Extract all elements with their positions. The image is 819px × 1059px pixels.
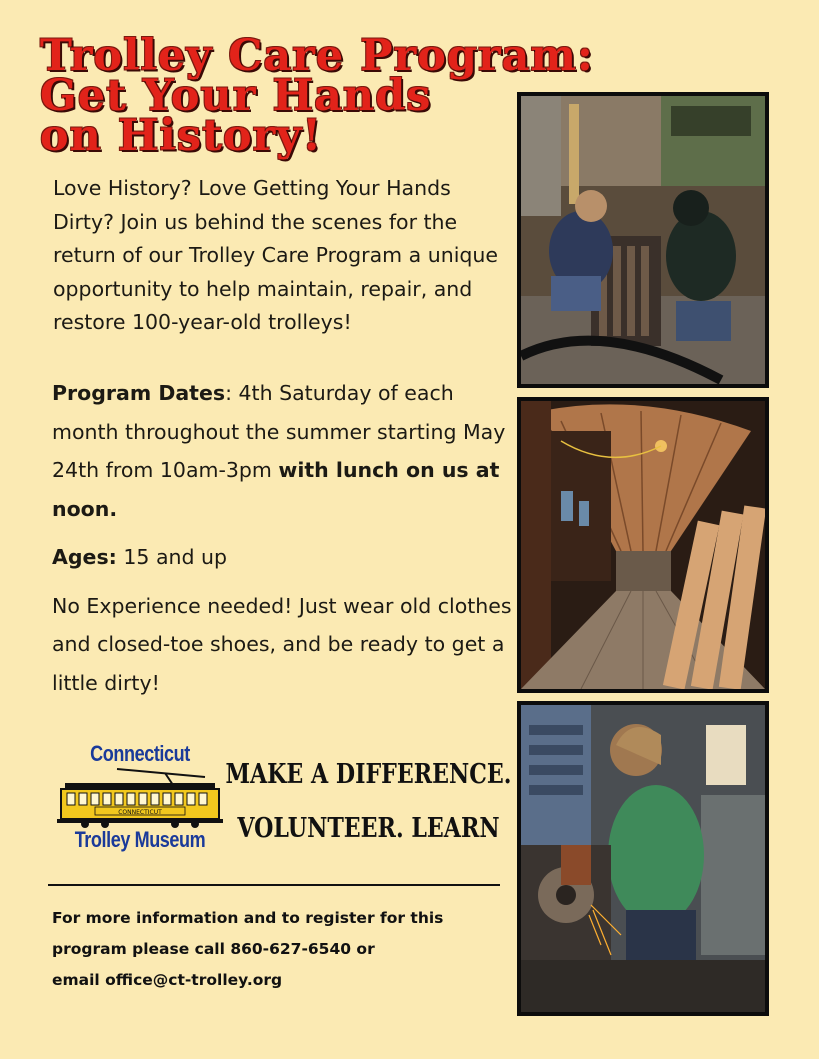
lunch-note: with lunch on us at noon. [52, 458, 500, 521]
logo-bottom-text: Trolley Museum [74, 827, 206, 852]
title-line-1: Trolley Care Program: [40, 31, 594, 81]
ages [52, 538, 512, 577]
divider [48, 884, 500, 886]
title-line-3: on History! [40, 111, 323, 161]
photo-volunteers-repair [517, 92, 769, 388]
experience-note: No Experience needed! Just wear old clothes and closed-toe shoes, and be ready to get a little dirty! [52, 593, 512, 695]
trolley-car-icon [55, 767, 225, 829]
slogan-line-1: MAKE A DIFFERENCE. [225, 759, 512, 790]
contact-line-2: program please call 860-627-6540 or [52, 940, 375, 958]
program-dates [52, 374, 512, 528]
ages-value: 15 and up [116, 545, 228, 569]
program-dates-text: : 4th Saturday of each month throughout the summer starting May 24th from 10am-3pm [52, 381, 506, 482]
slogan-line-2: VOLUNTEER. LEARN [237, 813, 500, 844]
ages-label: Ages: [52, 545, 117, 569]
trolley-car-label: CONNECTICUT [118, 809, 162, 816]
logo-top-text: Connecticut [90, 741, 190, 766]
program-dates-label: Program Dates [52, 381, 226, 405]
contact-info [52, 903, 502, 996]
photo-trolley-interior [517, 397, 769, 693]
program-details [52, 374, 512, 702]
contact-line-1: For more information and to register for this [52, 909, 444, 927]
contact-line-3: email office@ct-trolley.org [52, 971, 283, 989]
slogan [225, 748, 512, 856]
museum-logo [55, 741, 225, 855]
photo-grinder-work [517, 701, 769, 1016]
title-line-2: Get Your Hands [40, 71, 432, 121]
intro-paragraph: Love History? Love Getting Your Hands Dirty? Join us behind the scenes for the return of our Trolley Care Program a unique opportunity to help maintain, repair, and restore 100-year-old trolleys! [53, 176, 499, 334]
